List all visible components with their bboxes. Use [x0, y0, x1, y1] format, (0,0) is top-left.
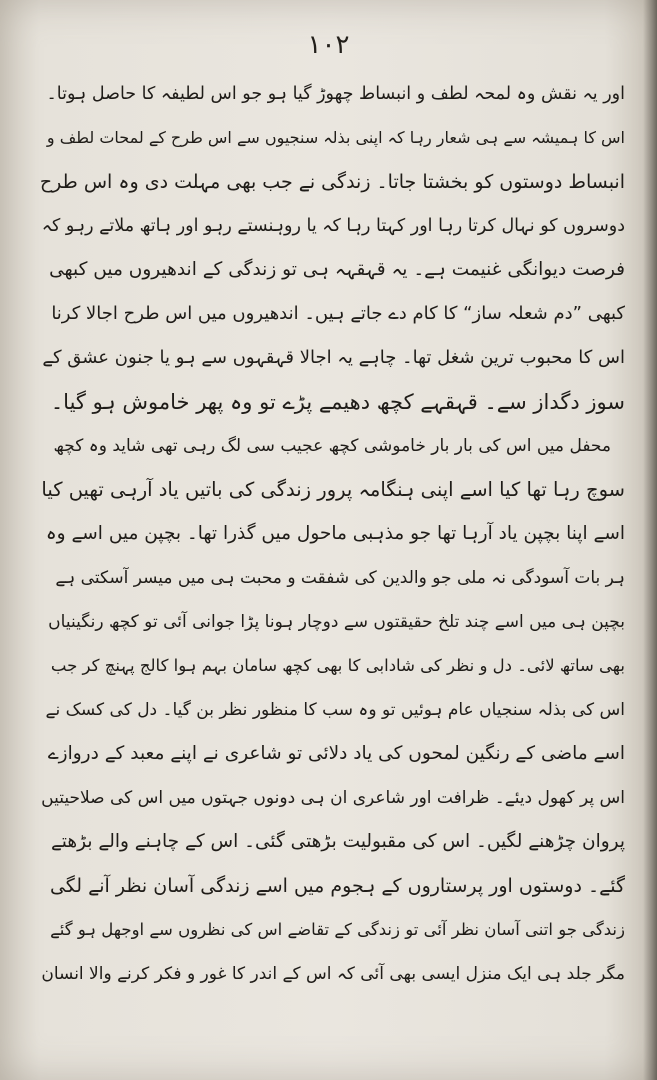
text-line: انبساط دوستوں کو بخشتا جاتا۔ زندگی نے جب بھی مہلت دی وہ اس طرح: [40, 171, 625, 193]
text-line: پروان چڑھنے لگیں۔ اس کی مقبولیت بڑھتی گئی۔ اس کے چاہنے والے بڑھتے: [50, 831, 625, 852]
text-line: کبھی ”دم شعلہ ساز“ کا کام دے جاتے ہیں۔ اندھیروں میں اس طرح اجالا کرنا: [51, 303, 625, 324]
text-line: اس پر کھول دیئے۔ ظرافت اور شاعری ان ہی دونوں جہتوں میں اس کی صلاحیتیں: [41, 788, 625, 808]
text-line: بچپن ہی میں اسے چند تلخ حقیقتوں سے دوچار ہونا پڑا جوانی آئی تو کچھ رنگینیاں: [48, 612, 625, 632]
text-line: اسے اپنا بچپن یاد آرہا تھا جو مذہبی ماحول میں گذرا تھا۔ بچپن میں اسے وہ: [45, 523, 625, 544]
text-line: محفل میں اس کی بار بار خاموشی کچھ عجیب سی لگ رہی تھی شاید وہ کچھ: [53, 436, 611, 456]
text-line: مگر جلد ہی ایک منزل ایسی بھی آئی کہ اس کے اندر کا غور و فکر کرنے والا انسان: [41, 964, 625, 984]
text-line: بھی ساتھ لائی۔ دل و نظر کی شادابی کا بھی کچھ سامان بہم ہوا کالج پہنچ کر جب: [50, 656, 625, 675]
text-line: سوز دگداز سے۔ قہقہے کچھ دھیمے پڑے تو وہ پھر خاموش ہو گیا۔: [50, 390, 625, 414]
text-line: سوچ رہا تھا کیا اسے اپنی ہنگامہ پرور زندگی کی باتیں یاد آرہی تھیں کیا: [41, 478, 625, 501]
text-line: دوسروں کو نہال کرتا رہا اور کہتا رہا کہ یا روہنستے رہو اور ہاتھ ملاتے رہو کہ: [41, 216, 625, 236]
body-text: [40, 72, 625, 996]
text-line: اس کی بذلہ سنجیاں عام ہوئیں تو وہ سب کا منظور نظر بن گیا۔ دل کی کسک نے: [45, 700, 625, 720]
text-line: فرصت دیوانگی غنیمت ہے۔ یہ قہقہہ ہی تو زندگی کے اندھیروں میں کبھی: [49, 259, 625, 280]
page-spine-shadow: [643, 0, 657, 1080]
text-line: اور یہ نقش وہ لمحہ لطف و انبساط چھوڑ گیا ہو جو اس لطیفہ کا حاصل ہوتا۔: [46, 84, 625, 104]
text-line: گئے۔ دوستوں اور پرستاروں کے ہجوم میں اسے زندگی آسان نظر آنے لگی: [49, 875, 625, 897]
text-line: ہر بات آسودگی نہ ملی جو والدین کی شفقت و محبت ہی میں میسر آسکتی ہے: [55, 568, 625, 588]
page-number: ۱۰۲: [307, 30, 350, 60]
text-line: اس کا محبوب ترین شغل تھا۔ چاہے یہ اجالا قہقہوں سے ہو یا جنون عشق کے: [42, 347, 625, 368]
text-line: زندگی جو اتنی آسان نظر آئی تو زندگی کے تقاضے اس کی نظروں سے اوجھل ہو گئے: [50, 920, 625, 939]
text-line: اسے ماضی کے رنگین لمحوں کی یاد دلائی تو شاعری نے اپنے معبد کے دروازے: [47, 743, 625, 764]
text-line: اس کا ہمیشہ سے ہی شعار رہا کہ اپنی بذلہ سنجیوں سے اس طرح کے لمحات لطف و: [46, 128, 625, 147]
